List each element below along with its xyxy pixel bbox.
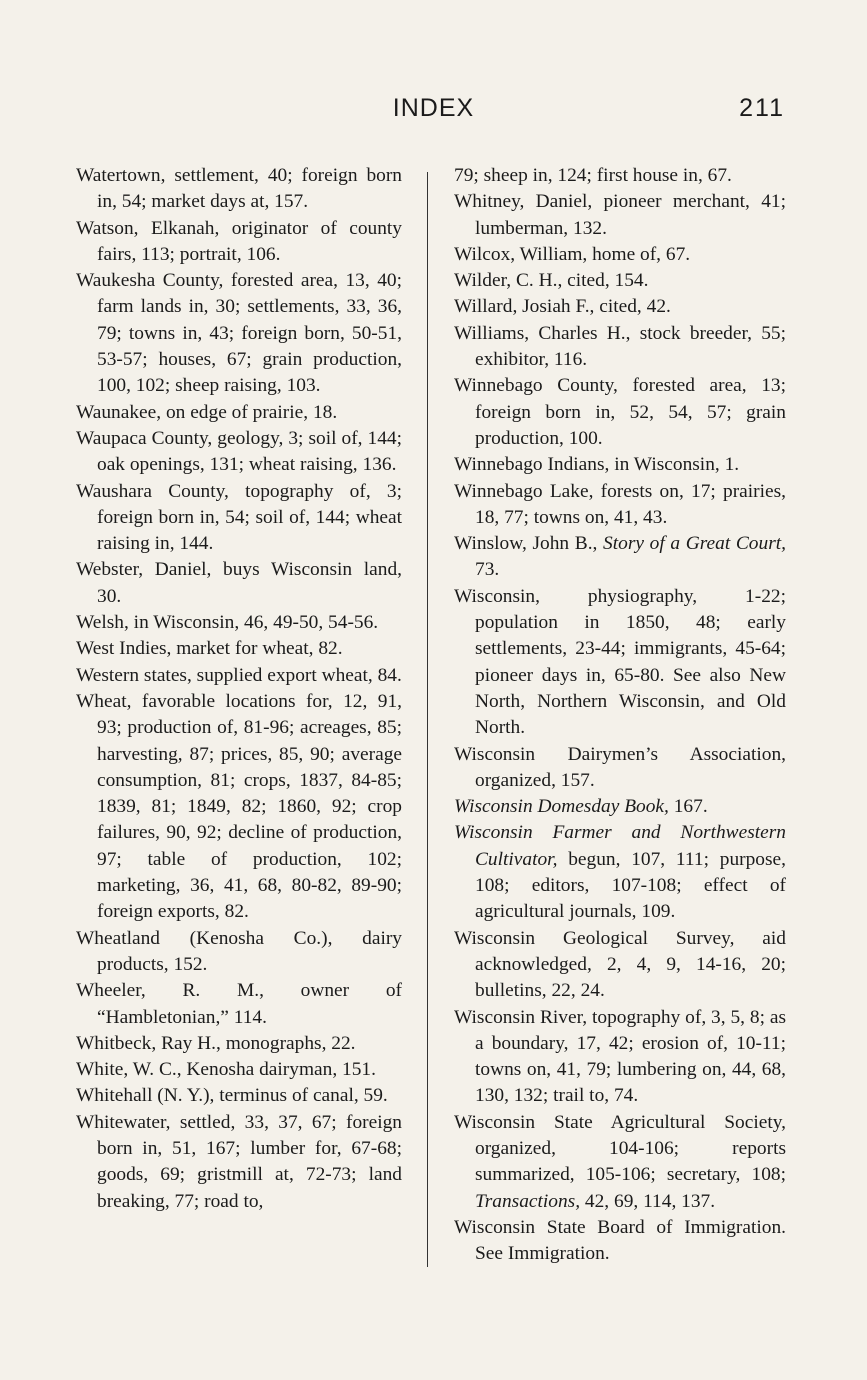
index-entry	[454, 452, 786, 478]
index-entry	[76, 1031, 402, 1057]
index-entry-text: Watertown, settlement, 40; foreign born in, 54; market days at, 157.	[76, 165, 402, 213]
index-entry	[454, 1215, 786, 1268]
index-entry	[76, 663, 402, 689]
index-entry-text: Whitney, Daniel, pioneer merchant, 41; lumberman, 132.	[454, 191, 786, 239]
index-entry	[76, 557, 402, 610]
index-entry-text: Wilder, C. H., cited, 154.	[454, 270, 649, 292]
index-entry-text: Watson, Elkanah, originator of county fairs, 113; portrait, 106.	[76, 217, 402, 265]
index-entry	[76, 1057, 402, 1083]
index-entry-text: 42, 69, 114, 137.	[580, 1190, 716, 1212]
index-entry-text: Whitewater, settled, 33, 37, 67; foreign born in, 51, 167; lumber for, 67-68; goods, 69; gristmill at, 72-73; land breaking, 77; road to,	[76, 1111, 402, 1212]
index-entry	[454, 321, 786, 374]
index-entry	[454, 820, 786, 925]
page-header	[0, 92, 867, 132]
index-entry-text: Waunakee, on edge of prairie, 18.	[76, 401, 338, 423]
index-entry	[76, 926, 402, 979]
index-entry-text: Winnebago County, forested area, 13; foreign born in, 52, 54, 57; grain production, 100.	[454, 375, 786, 449]
index-entry	[76, 978, 402, 1031]
index-entry-text: Wisconsin Dairymen’s Association, organized, 157.	[454, 743, 786, 791]
index-column-right	[454, 163, 786, 1267]
index-entry-text: Williams, Charles H., stock breeder, 55; exhibitor, 116.	[454, 322, 786, 371]
index-entry	[454, 794, 786, 820]
index-entry	[76, 268, 402, 399]
index-entry	[454, 189, 786, 242]
index-entry-text: 79; sheep in, 124; first house in, 67.	[454, 165, 732, 186]
index-entry	[454, 1110, 786, 1215]
index-entry-text: Wisconsin, physiography, 1-22; population in 1850, 48; early settlements, 23-44; immigrants, 45-64; pioneer days in, 65-80. See also New North, Northern Wisconsin, and Old North.	[454, 585, 786, 739]
index-entry-text: West Indies, market for wheat, 82.	[76, 638, 343, 660]
index-entry	[454, 926, 786, 1005]
index-entry	[454, 373, 786, 452]
index-entry-text: Western states, supplied export wheat, 84.	[76, 664, 402, 686]
index-entry-text: Welsh, in Wisconsin, 46, 49-50, 54-56.	[76, 612, 379, 634]
index-entry-text: Waushara County, topography of, 3; foreign born in, 54; soil of, 144; wheat raising in, 144.	[76, 480, 402, 555]
index-entry	[454, 268, 786, 294]
index-entry-text: Wisconsin Geological Survey, aid acknowledged, 2, 4, 9, 14-16, 20; bulletins, 22, 24.	[454, 927, 786, 1002]
index-entry-text: Willard, Josiah F., cited, 42.	[454, 296, 671, 318]
index-column-left	[76, 163, 402, 1215]
index-entry-title-text: Wisconsin Farmer and Northwestern Cultivator,	[454, 822, 786, 870]
index-entry-text: Wilcox, William, home of, 67.	[454, 243, 691, 265]
index-entry-text: Wisconsin State Agricultural Society, organized, 104-106; reports summarized, 105-106; secretary, 108;	[454, 1111, 786, 1186]
index-entry-text: Winnebago Indians, in Wisconsin, 1.	[454, 454, 740, 476]
index-entry	[454, 531, 786, 584]
index-entry-text: Wisconsin River, topography of, 3, 5, 8; as a boundary, 17, 42; erosion of, 10-11; towns on, 41, 79; lumbering on, 44, 68, 130, 132; trail to, 74.	[454, 1006, 786, 1107]
index-entry	[454, 584, 786, 742]
index-entry-text: 167.	[668, 796, 708, 818]
index-entry-text: Winnebago Lake, forests on, 17; prairies, 18, 77; towns on, 41, 43.	[454, 480, 786, 528]
index-entry-text: Waukesha County, forested area, 13, 40; farm lands in, 30; settlements, 33, 36, 79; towns in, 43; foreign born, 50-51, 53-57; houses, 67; grain production, 100, 102; sheep raising, 103.	[76, 270, 402, 397]
index-entry	[76, 163, 402, 216]
index-entry-text: begun, 107, 111; purpose, 108; editors, 107-108; effect of agricultural journals, 109.	[475, 848, 786, 923]
index-entry-text: Wheeler, R. M., owner of “Hambletonian,” 114.	[76, 980, 402, 1028]
index-entry-continued	[454, 163, 786, 189]
index-entry	[454, 242, 786, 268]
index-entry-title-text: Story of a Great Court,	[603, 533, 786, 555]
index-entry	[76, 636, 402, 662]
index-entry	[76, 1083, 402, 1109]
index-entry-title-text: Wisconsin Domesday Book,	[454, 796, 669, 818]
index-entry-text: Wisconsin State Board of Immigration. See Immigration.	[454, 1216, 786, 1265]
index-entry	[454, 479, 786, 532]
index-entry	[454, 294, 786, 320]
index-entry	[454, 1005, 786, 1110]
index-entry-text: Whitehall (N. Y.), terminus of canal, 59.	[76, 1085, 388, 1107]
page-number: 211	[739, 94, 785, 122]
index-entry	[454, 742, 786, 795]
index-entry	[76, 689, 402, 926]
index-entry-text: 73.	[475, 559, 500, 581]
index-entry	[76, 216, 402, 269]
index-entry-text: Winslow, John B.,	[454, 533, 604, 555]
index-entry	[76, 610, 402, 636]
index-entry-text: Wheatland (Kenosha Co.), dairy products, 152.	[76, 927, 402, 975]
index-entry-text: Webster, Daniel, buys Wisconsin land, 30.	[76, 559, 402, 607]
index-entry-title-text: Transactions,	[475, 1190, 581, 1212]
index-entry	[76, 1110, 402, 1215]
index-entry-text: Wheat, favorable locations for, 12, 91, 93; production of, 81-96; acreages, 85; harvesting, 87; prices, 85, 90; average consumption, 81; crops, 1837, 84-85; 1839, 81; 1849, 82; 1860, 92; crop failures, 90, 92; decline of production, 97; table of production, 102; marketing, 36, 41, 68, 80-82, 89-90; foreign exports, 82.	[76, 690, 402, 923]
index-entry	[76, 426, 402, 479]
index-entry	[76, 479, 402, 558]
column-divider	[427, 172, 428, 1267]
index-entry	[76, 400, 402, 426]
index-entry-text: Waupaca County, geology, 3; soil of, 144; oak openings, 131; wheat raising, 136.	[76, 427, 402, 476]
index-entry-text: Whitbeck, Ray H., monographs, 22.	[76, 1032, 356, 1054]
running-head: INDEX	[392, 94, 475, 122]
index-entry-text: White, W. C., Kenosha dairyman, 151.	[76, 1059, 376, 1081]
